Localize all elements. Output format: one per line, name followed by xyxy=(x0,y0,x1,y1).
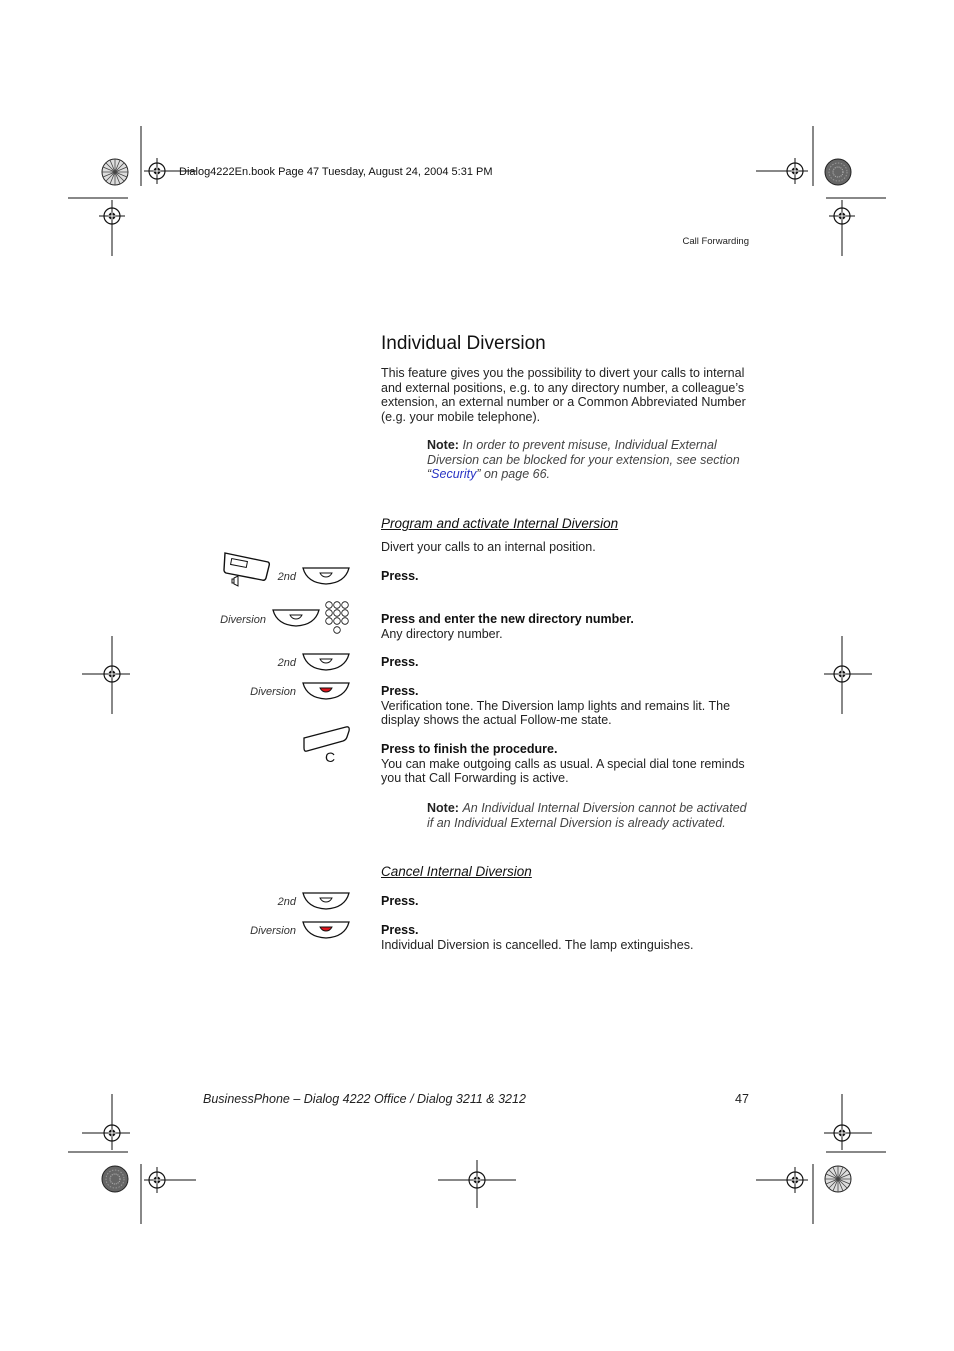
key-label-2nd: 2nd xyxy=(277,896,296,908)
clear-key-icon[interactable] xyxy=(300,724,354,766)
key-label-2nd: 2nd xyxy=(277,571,296,583)
function-key-lit-icon[interactable] xyxy=(301,920,351,940)
function-key-lit-icon[interactable] xyxy=(301,681,351,701)
registration-mark-icon xyxy=(829,661,855,687)
registration-mark-icon xyxy=(464,1167,490,1193)
note-text: An Individual Internal Diversion cannot be activated if an Individual External Diversion is already activated. xyxy=(427,801,747,830)
note-text: In order to prevent misuse, Individual External Diversion can be blocked for your extension, see section “ xyxy=(427,438,740,482)
step xyxy=(381,569,753,584)
color-wheel-icon xyxy=(825,1166,851,1192)
registration-mark-icon xyxy=(782,1167,808,1193)
step xyxy=(381,894,753,909)
step xyxy=(381,612,753,641)
step xyxy=(381,684,753,728)
section-lead: Divert your calls to an internal position. xyxy=(381,540,596,554)
note-label: Note: xyxy=(427,801,459,815)
registration-mark-icon xyxy=(829,203,855,229)
section-heading-program: Program and activate Internal Diversion xyxy=(381,516,619,531)
registration-mark-icon xyxy=(782,158,808,184)
step-detail: Individual Diversion is cancelled. The lamp extinguishes. xyxy=(381,937,694,952)
handset-icon xyxy=(222,550,274,590)
note-text-after: ” on page 66. xyxy=(476,467,550,482)
clear-key-label: C xyxy=(325,749,336,765)
color-wheel-icon xyxy=(102,1166,128,1192)
registration-mark-icon xyxy=(99,661,125,687)
step-detail: Verification tone. The Diversion lamp lights and remains lit. The display shows the actual Follow-me state. xyxy=(381,698,731,728)
step xyxy=(381,655,753,670)
function-key-icon[interactable] xyxy=(271,608,321,628)
function-key-icon[interactable] xyxy=(301,566,351,586)
registration-mark-icon xyxy=(144,1167,170,1193)
registration-mark-icon xyxy=(99,203,125,229)
security-link[interactable]: Security xyxy=(431,467,477,482)
color-wheel-icon xyxy=(825,159,851,185)
step xyxy=(381,742,753,786)
print-header: Dialog4222En.book Page 47 Tuesday, August 24, 2004 5:31 PM xyxy=(179,166,493,178)
step xyxy=(381,923,753,952)
step-action: Press. xyxy=(381,923,419,937)
registration-mark-icon xyxy=(829,1120,855,1146)
intro-paragraph: This feature gives you the possibility to divert your calls to internal and external positions, e.g. to any directory number, a colleague’s extension, an external number or a Common Abbreviated Number (e.g. your mobile telephone). xyxy=(381,366,746,424)
footer-title: BusinessPhone – Dialog 4222 Office / Dialog 3211 & 3212 xyxy=(203,1092,526,1106)
function-key-icon[interactable] xyxy=(301,652,351,672)
function-key-icon[interactable] xyxy=(301,891,351,911)
note-label: Note: xyxy=(427,438,459,452)
key-label-2nd: 2nd xyxy=(277,657,296,669)
step-action: Press and enter the new directory number. xyxy=(381,612,634,626)
step-action: Press. xyxy=(381,894,419,908)
color-wheel-icon xyxy=(102,159,128,185)
key-label-diversion: Diversion xyxy=(250,686,296,698)
key-label-diversion: Diversion xyxy=(220,614,266,626)
key-label-diversion: Diversion xyxy=(250,925,296,937)
running-head: Call Forwarding xyxy=(682,236,749,247)
step-action: Press. xyxy=(381,684,419,698)
step-action: Press. xyxy=(381,655,419,669)
step-detail: Any directory number. xyxy=(381,626,503,641)
registration-mark-icon xyxy=(144,158,170,184)
page-title: Individual Diversion xyxy=(381,333,546,354)
note-internal-diversion xyxy=(427,801,752,830)
registration-mark-icon xyxy=(99,1120,125,1146)
step-action: Press to finish the procedure. xyxy=(381,742,558,756)
section-heading-cancel: Cancel Internal Diversion xyxy=(381,864,532,879)
step-action: Press. xyxy=(381,569,419,583)
page-number: 47 xyxy=(735,1092,749,1106)
step-detail: You can make outgoing calls as usual. A special dial tone reminds you that Call Forwarding is active. xyxy=(381,756,745,786)
note-security xyxy=(427,438,752,482)
keypad-icon[interactable] xyxy=(324,600,352,636)
